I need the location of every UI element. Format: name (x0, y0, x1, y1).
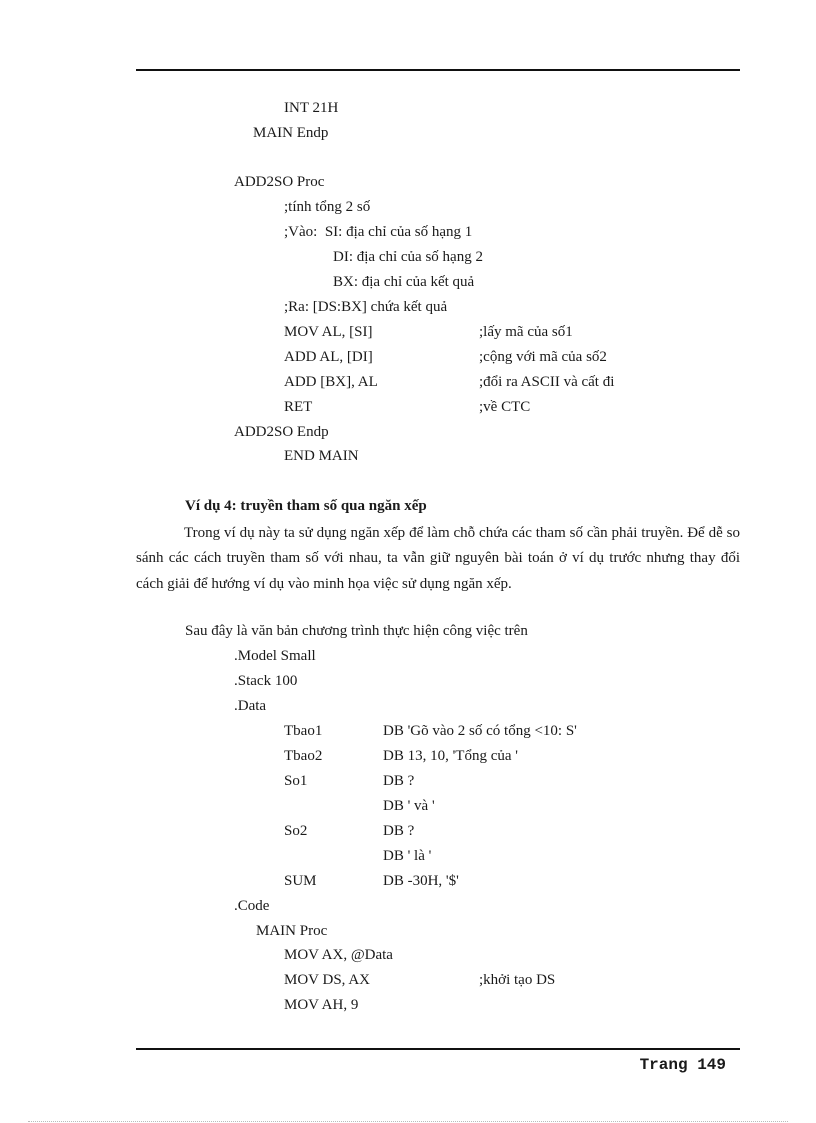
data-value-so2: DB ? (383, 823, 415, 839)
data-label-tbao1: Tbao1 (284, 723, 323, 739)
code-line-data: .Data (234, 698, 267, 714)
code-line-main-proc: MAIN Proc (256, 923, 328, 939)
code-comment-mov-al: ;lấy mã của số1 (479, 324, 573, 340)
code-line-add2so-proc: ADD2SO Proc (234, 174, 325, 190)
code-line-mov-al: MOV AL, [SI] (284, 324, 373, 340)
intro-line: Sau đây là văn bản chương trình thực hiện công việc trên (185, 623, 528, 639)
code-line-add2so-endp: ADD2SO Endp (234, 424, 329, 440)
body-paragraph: Trong ví dụ này ta sử dụng ngăn xếp để làm chỗ chứa các tham số cần phải truyền. Để dễ so sánh các cách truyền tham số với nhau, ta vẫn giữ nguyên bài toán ở ví dụ trước nhưng thay đổi cách giải để hướng ví dụ vào minh họa việc sử dụng ngăn xếp. (136, 525, 740, 592)
data-value-va: DB ' và ' (383, 798, 435, 814)
data-value-la: DB ' là ' (383, 848, 432, 864)
code-comment-vao: ;Vào: SI: địa chỉ của số hạng 1 (284, 224, 473, 240)
code-comment-mov-ds: ;khởi tạo DS (479, 972, 556, 988)
code-comment-tinh: ;tính tổng 2 số (284, 199, 371, 215)
data-value-so1: DB ? (383, 773, 415, 789)
code-comment-di: DI: địa chỉ của số hạng 2 (333, 249, 483, 265)
page-number: Trang 149 (639, 1056, 726, 1074)
data-label-sum: SUM (284, 873, 317, 889)
code-line-model: .Model Small (234, 648, 316, 664)
code-line-code: .Code (234, 898, 270, 914)
page-edge-dots (28, 1121, 788, 1122)
data-value-tbao1: DB 'Gõ vào 2 số có tổng <10: S' (383, 723, 577, 739)
code-line-main-endp: MAIN Endp (253, 125, 329, 141)
code-comment-bx: BX: địa chỉ của kết quả (333, 274, 475, 290)
section-heading: Ví dụ 4: truyền tham số qua ngăn xếp (185, 498, 427, 514)
data-label-so2: So2 (284, 823, 308, 839)
data-value-tbao2: DB 13, 10, 'Tổng của ' (383, 748, 518, 764)
code-comment-ra: ;Ra: [DS:BX] chứa kết quả (284, 299, 448, 315)
code-line-mov-ah: MOV AH, 9 (284, 997, 359, 1013)
footer-rule (136, 1048, 740, 1050)
code-comment-add-al: ;cộng với mã của số2 (479, 349, 607, 365)
code-line-stack: .Stack 100 (234, 673, 298, 689)
code-comment-ret: ;về CTC (479, 399, 531, 415)
code-line-end-main: END MAIN (284, 448, 359, 464)
data-label-so1: So1 (284, 773, 308, 789)
data-label-tbao2: Tbao2 (284, 748, 323, 764)
data-value-sum: DB -30H, '$' (383, 873, 459, 889)
code-line-add-bx: ADD [BX], AL (284, 374, 378, 390)
code-line-mov-ds: MOV DS, AX (284, 972, 370, 988)
code-line-int21h: INT 21H (284, 100, 339, 116)
header-rule (136, 69, 740, 71)
code-line-ret: RET (284, 399, 313, 415)
code-line-mov-ax: MOV AX, @Data (284, 947, 393, 963)
code-comment-add-bx: ;đổi ra ASCII và cất đi (479, 374, 615, 390)
code-line-add-al: ADD AL, [DI] (284, 349, 373, 365)
